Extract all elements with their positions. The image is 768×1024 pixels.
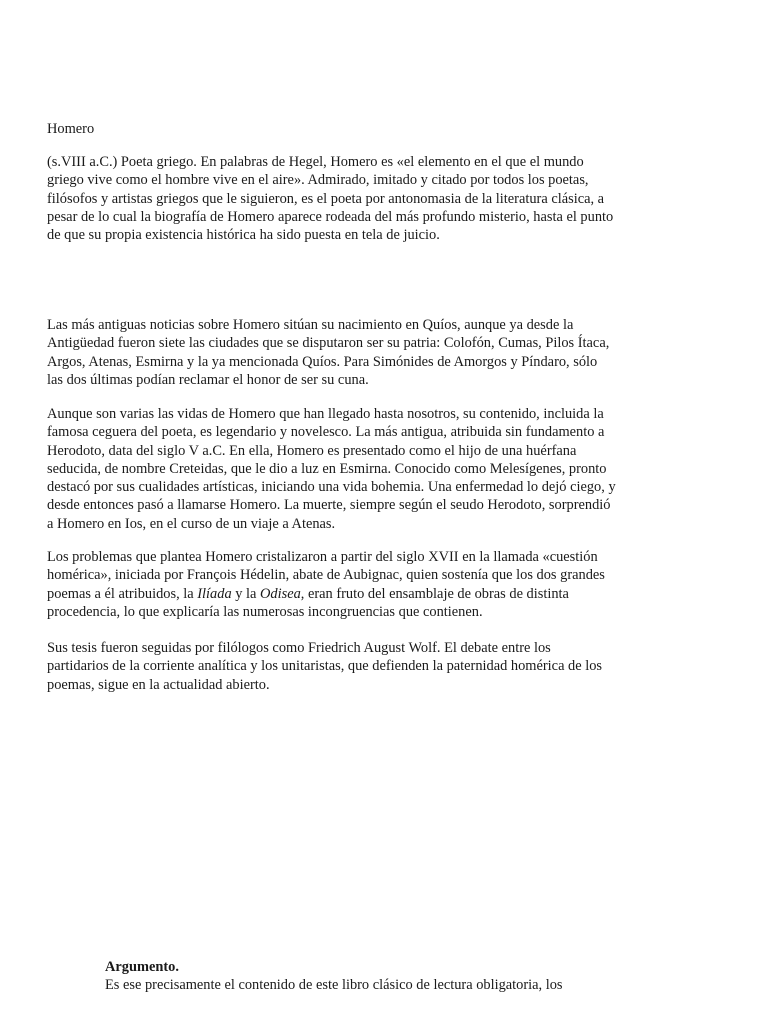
text-fragment: , eran fruto del ensamblaje de obras de distinta [300, 585, 569, 602]
text-fragment: y la [231, 585, 261, 602]
paragraph-lives [47, 405, 727, 533]
text-line: las dos últimas podían reclamar el honor de ser su cuna. [47, 371, 369, 388]
text-line: a Homero en Ios, en el curso de un viaje a Atenas. [47, 515, 336, 532]
argument-text: Es ese precisamente el contenido de este libro clásico de lectura obligatoria, los [105, 977, 563, 993]
argument-heading: Argumento. [105, 959, 179, 975]
text-line: de que su propia existencia histórica ha sido puesta en tela de juicio. [47, 227, 440, 244]
text-line: griego vive como el hombre vive en el aire». Admirado, imitado y citado por todos los poetas, [47, 172, 589, 189]
iliad-title: Ilíada [197, 585, 232, 602]
text-line: Herodoto, data del siglo V a.C. En ella, Homero es presentado como el hijo de una huérfana [47, 442, 577, 459]
text-line: desde entonces pasó a llamarse Homero. La muerte, siempre según el seudo Herodoto, sorprendió [47, 497, 611, 514]
text-line: homérica», iniciada por François Hédelin, abate de Aubignac, quien sostenía que los dos grandes [47, 567, 605, 584]
text-line: filósofos y artistas griegos que le siguieron, es el poeta por antonomasia de la literatura clásica, a [47, 190, 605, 207]
text-line [47, 585, 727, 603]
text-line: pesar de lo cual la biografía de Homero aparece rodeada del más profundo misterio, hasta el punto [47, 208, 614, 225]
text-line: (s.VIII a.C.) Poeta griego. En palabras de Hegel, Homero es «el elemento en el que el mundo [47, 154, 584, 170]
document-title: Homero [47, 121, 95, 137]
text-line: famosa ceguera del poeta, es legendario y novelesco. La más antigua, atribuida sin fundamento a [47, 424, 605, 441]
odyssey-title: Odisea [260, 585, 301, 602]
text-line: destacó por sus cualidades artísticas, iniciando una vida bohemia. Una enfermedad lo dejó ciego, y [47, 479, 616, 496]
text-line: poemas, sigue en la actualidad abierto. [47, 676, 270, 693]
paragraph-intro [47, 153, 727, 244]
text-line: Sus tesis fueron seguidas por filólogos como Friedrich August Wolf. El debate entre los [47, 640, 551, 656]
text-line: Antigüedad fueron siete las ciudades que se disputaron ser su patria: Colofón, Cumas, Pilos Ítaca, [47, 335, 610, 352]
text-line: Aunque son varias las vidas de Homero que han llegado hasta nosotros, su contenido, incluida la [47, 406, 604, 422]
text-line: Las más antiguas noticias sobre Homero sitúan su nacimiento en Quíos, aunque ya desde la [47, 317, 574, 333]
text-line: partidarios de la corriente analítica y los unitaristas, que defienden la paternidad homérica de los [47, 658, 603, 675]
text-fragment: poemas a él atribuidos, la [47, 585, 198, 602]
paragraph-homeric-question [47, 548, 727, 621]
text-line: Los problemas que plantea Homero cristalizaron a partir del siglo XVII en la llamada «cuestión [47, 549, 598, 565]
text-line: Argos, Atenas, Esmirna y la ya mencionada Quíos. Para Simónides de Amorgos y Píndaro, sólo [47, 353, 598, 370]
text-line: procedencia, lo que explicaría las numerosas incongruencias que contienen. [47, 603, 483, 620]
paragraph-wolf-debate [47, 639, 727, 694]
paragraph-birthplace [47, 316, 727, 389]
text-line: seducida, de nombre Creteidas, que le dio a luz en Esmirna. Conocido como Melesígenes, pronto [47, 460, 607, 477]
